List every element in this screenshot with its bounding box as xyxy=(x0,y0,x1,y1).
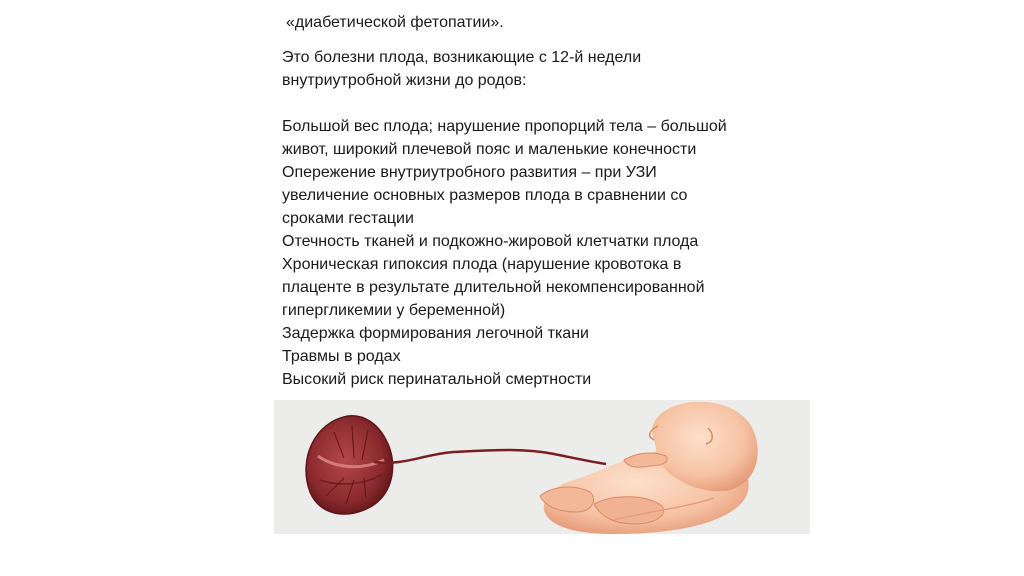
list-line: увеличение основных размеров плода в сравнении со xyxy=(282,187,688,204)
list-line: сроками гестации xyxy=(282,210,414,227)
list-line: Травмы в родах xyxy=(282,348,401,365)
fetus xyxy=(540,402,758,534)
illustration-svg xyxy=(274,400,810,534)
list-line: Отечность тканей и подкожно-жировой клетчатки плода xyxy=(282,233,699,250)
intro-line: Это болезни плода, возникающие с 12-й недели xyxy=(282,49,642,66)
list-line: живот, широкий плечевой пояс и маленькие конечности xyxy=(282,141,697,158)
fetus-placenta-illustration xyxy=(274,400,810,534)
list-line: Опережение внутриутробного развития – при УЗИ xyxy=(282,164,657,181)
intro-line: внутриутробной жизни до родов: xyxy=(282,72,527,89)
placenta xyxy=(306,416,393,514)
slide-body xyxy=(282,46,802,391)
list-line: Большой вес плода; нарушение пропорций тела – большой xyxy=(282,118,727,135)
list-line: Хроническая гипоксия плода (нарушение кровотока в xyxy=(282,256,682,273)
list-line: плаценте в результате длительной некомпенсированной xyxy=(282,279,705,296)
list-line: Задержка формирования легочной ткани xyxy=(282,325,589,342)
list-line: гипергликемии у беременной) xyxy=(282,302,506,319)
slide-title: «диабетической фетопатии». xyxy=(286,14,504,31)
list-line: Высокий риск перинатальной смертности xyxy=(282,371,592,388)
paragraph-gap xyxy=(282,92,802,115)
umbilical-cord xyxy=(374,450,606,464)
